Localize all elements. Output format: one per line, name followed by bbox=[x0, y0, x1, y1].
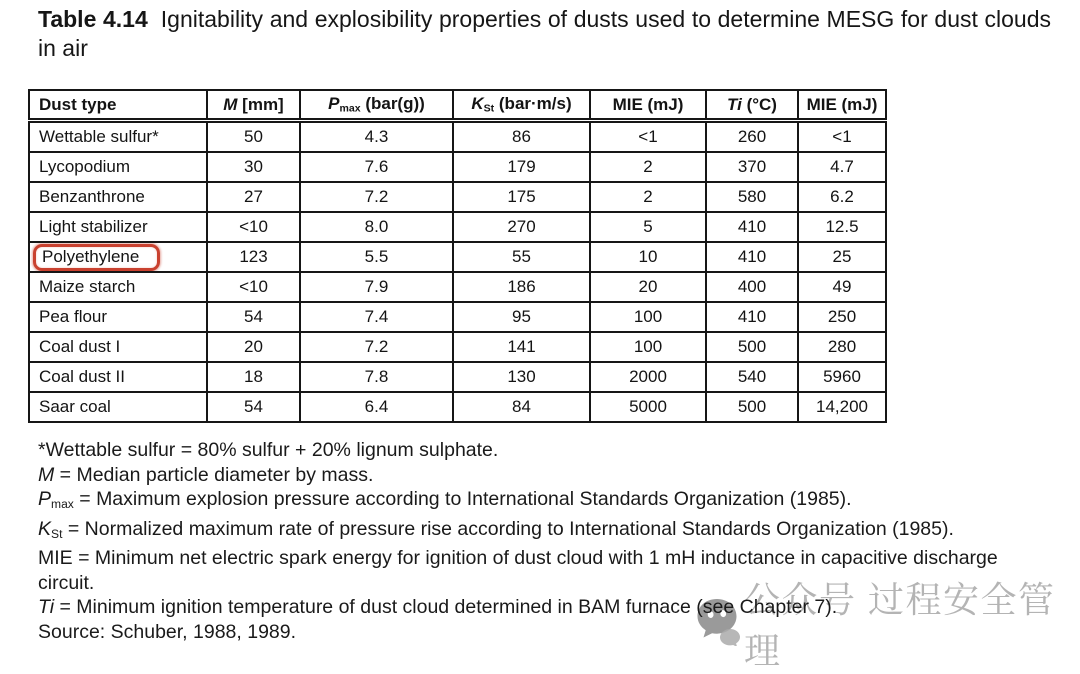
column-header-kst: $K_{St}$ (bar·m/s) bbox=[453, 90, 590, 121]
value-cell: 5.5 bbox=[300, 242, 453, 272]
value-cell: 5960 bbox=[798, 362, 886, 392]
column-header-pmax: $P_{max}$ (bar(g)) bbox=[300, 90, 453, 121]
dust-type-cell: Saar coal bbox=[29, 392, 207, 422]
dust-type-cell: Benzanthrone bbox=[29, 182, 207, 212]
value-cell: 25 bbox=[798, 242, 886, 272]
value-cell: 7.2 bbox=[300, 332, 453, 362]
value-cell: <1 bbox=[590, 121, 706, 153]
footnote-7: Source: Schuber, 1988, 1989. bbox=[38, 620, 297, 643]
value-cell: 580 bbox=[706, 182, 798, 212]
value-cell: 4.7 bbox=[798, 152, 886, 182]
footnote-3: $P_{max}$ = Maximum explosion pressure according to International Standards Organization (1985). bbox=[38, 488, 852, 512]
value-cell: 410 bbox=[706, 212, 798, 242]
value-cell: 54 bbox=[207, 392, 300, 422]
dust-type-cell: Lycopodium bbox=[29, 152, 207, 182]
table-row bbox=[29, 362, 886, 392]
dust-type-cell: Coal dust I bbox=[29, 332, 207, 362]
value-cell: 260 bbox=[706, 121, 798, 153]
value-cell: 540 bbox=[706, 362, 798, 392]
value-cell: 186 bbox=[453, 272, 590, 302]
dust-type-cell: Wettable sulfur* bbox=[29, 121, 207, 153]
watermark-text: 公众号 过程安全管理 bbox=[744, 579, 1056, 671]
table-row bbox=[29, 392, 886, 422]
dust-type-cell: Maize starch bbox=[29, 272, 207, 302]
value-cell: 30 bbox=[207, 152, 300, 182]
value-cell: 8.0 bbox=[300, 212, 453, 242]
value-cell: 370 bbox=[706, 152, 798, 182]
value-cell: 18 bbox=[207, 362, 300, 392]
table-caption bbox=[38, 5, 1051, 62]
dust-type-cell: Coal dust II bbox=[29, 362, 207, 392]
dust-type-cell: Pea flour bbox=[29, 302, 207, 332]
value-cell: 4.3 bbox=[300, 121, 453, 153]
footnotes-block bbox=[38, 438, 1030, 645]
value-cell: 14,200 bbox=[798, 392, 886, 422]
value-cell: 10 bbox=[590, 242, 706, 272]
column-header-median-diameter: M [mm] bbox=[207, 90, 300, 121]
value-cell: 280 bbox=[798, 332, 886, 362]
value-cell: 400 bbox=[706, 272, 798, 302]
value-cell: 5 bbox=[590, 212, 706, 242]
value-cell: 130 bbox=[453, 362, 590, 392]
table-row bbox=[29, 121, 886, 153]
value-cell: 7.2 bbox=[300, 182, 453, 212]
value-cell: 2 bbox=[590, 182, 706, 212]
value-cell: <10 bbox=[207, 212, 300, 242]
value-cell: 141 bbox=[453, 332, 590, 362]
value-cell: 54 bbox=[207, 302, 300, 332]
table-row bbox=[29, 152, 886, 182]
value-cell: 5000 bbox=[590, 392, 706, 422]
value-cell: 500 bbox=[706, 332, 798, 362]
value-cell: 6.2 bbox=[798, 182, 886, 212]
footnote-2: M = Median particle diameter by mass. bbox=[38, 463, 374, 486]
table-number: Table 4.14 bbox=[38, 6, 148, 32]
table-row bbox=[29, 272, 886, 302]
column-header-ti: Ti (°C) bbox=[706, 90, 798, 121]
dust-type-cell: Light stabilizer bbox=[29, 212, 207, 242]
table-row bbox=[29, 182, 886, 212]
footnote-5: MIE = Minimum net electric spark energy for ignition of dust cloud with 1 mH inductance in capacitive discharge circuit. bbox=[38, 547, 998, 594]
value-cell: 2000 bbox=[590, 362, 706, 392]
value-cell: 12.5 bbox=[798, 212, 886, 242]
value-cell: 50 bbox=[207, 121, 300, 153]
column-header-mie-2: MIE (mJ) bbox=[798, 90, 886, 121]
value-cell: <10 bbox=[207, 272, 300, 302]
value-cell: 250 bbox=[798, 302, 886, 332]
column-header-mie-1: MIE (mJ) bbox=[590, 90, 706, 121]
value-cell: 100 bbox=[590, 332, 706, 362]
value-cell: 7.8 bbox=[300, 362, 453, 392]
value-cell: 123 bbox=[207, 242, 300, 272]
value-cell: 270 bbox=[453, 212, 590, 242]
value-cell: 179 bbox=[453, 152, 590, 182]
value-cell: 500 bbox=[706, 392, 798, 422]
value-cell: 20 bbox=[590, 272, 706, 302]
table-header-row bbox=[29, 90, 886, 121]
value-cell: 95 bbox=[453, 302, 590, 332]
value-cell: 410 bbox=[706, 242, 798, 272]
polyethylene-highlight-annotation: Polyethylene bbox=[33, 244, 160, 271]
value-cell: 86 bbox=[453, 121, 590, 153]
value-cell: 84 bbox=[453, 392, 590, 422]
value-cell: 7.6 bbox=[300, 152, 453, 182]
value-cell: 2 bbox=[590, 152, 706, 182]
column-header-dust-type: Dust type bbox=[29, 90, 207, 121]
dust-properties-table bbox=[28, 89, 887, 423]
dust-type-cell bbox=[29, 242, 207, 272]
footnote-1: *Wettable sulfur = 80% sulfur + 20% lignum sulphate. bbox=[38, 439, 499, 461]
table-row bbox=[29, 212, 886, 242]
value-cell: 55 bbox=[453, 242, 590, 272]
value-cell: <1 bbox=[798, 121, 886, 153]
table-row bbox=[29, 332, 886, 362]
footnote-4: $K_{St}$ = Normalized maximum rate of pressure rise according to International Standards Organization (1985). bbox=[38, 517, 954, 541]
value-cell: 20 bbox=[207, 332, 300, 362]
value-cell: 7.4 bbox=[300, 302, 453, 332]
value-cell: 49 bbox=[798, 272, 886, 302]
value-cell: 175 bbox=[453, 182, 590, 212]
table-row bbox=[29, 242, 886, 272]
value-cell: 100 bbox=[590, 302, 706, 332]
value-cell: 7.9 bbox=[300, 272, 453, 302]
value-cell: 410 bbox=[706, 302, 798, 332]
table-row bbox=[29, 302, 886, 332]
table-title-text: Ignitability and explosibility properties of dusts used to determine MESG for dust clouds in air bbox=[38, 6, 1051, 61]
value-cell: 6.4 bbox=[300, 392, 453, 422]
footnote-6: Ti = Minimum ignition temperature of dust cloud determined in BAM furnace (see Chapter 7). bbox=[38, 596, 838, 619]
value-cell: 27 bbox=[207, 182, 300, 212]
